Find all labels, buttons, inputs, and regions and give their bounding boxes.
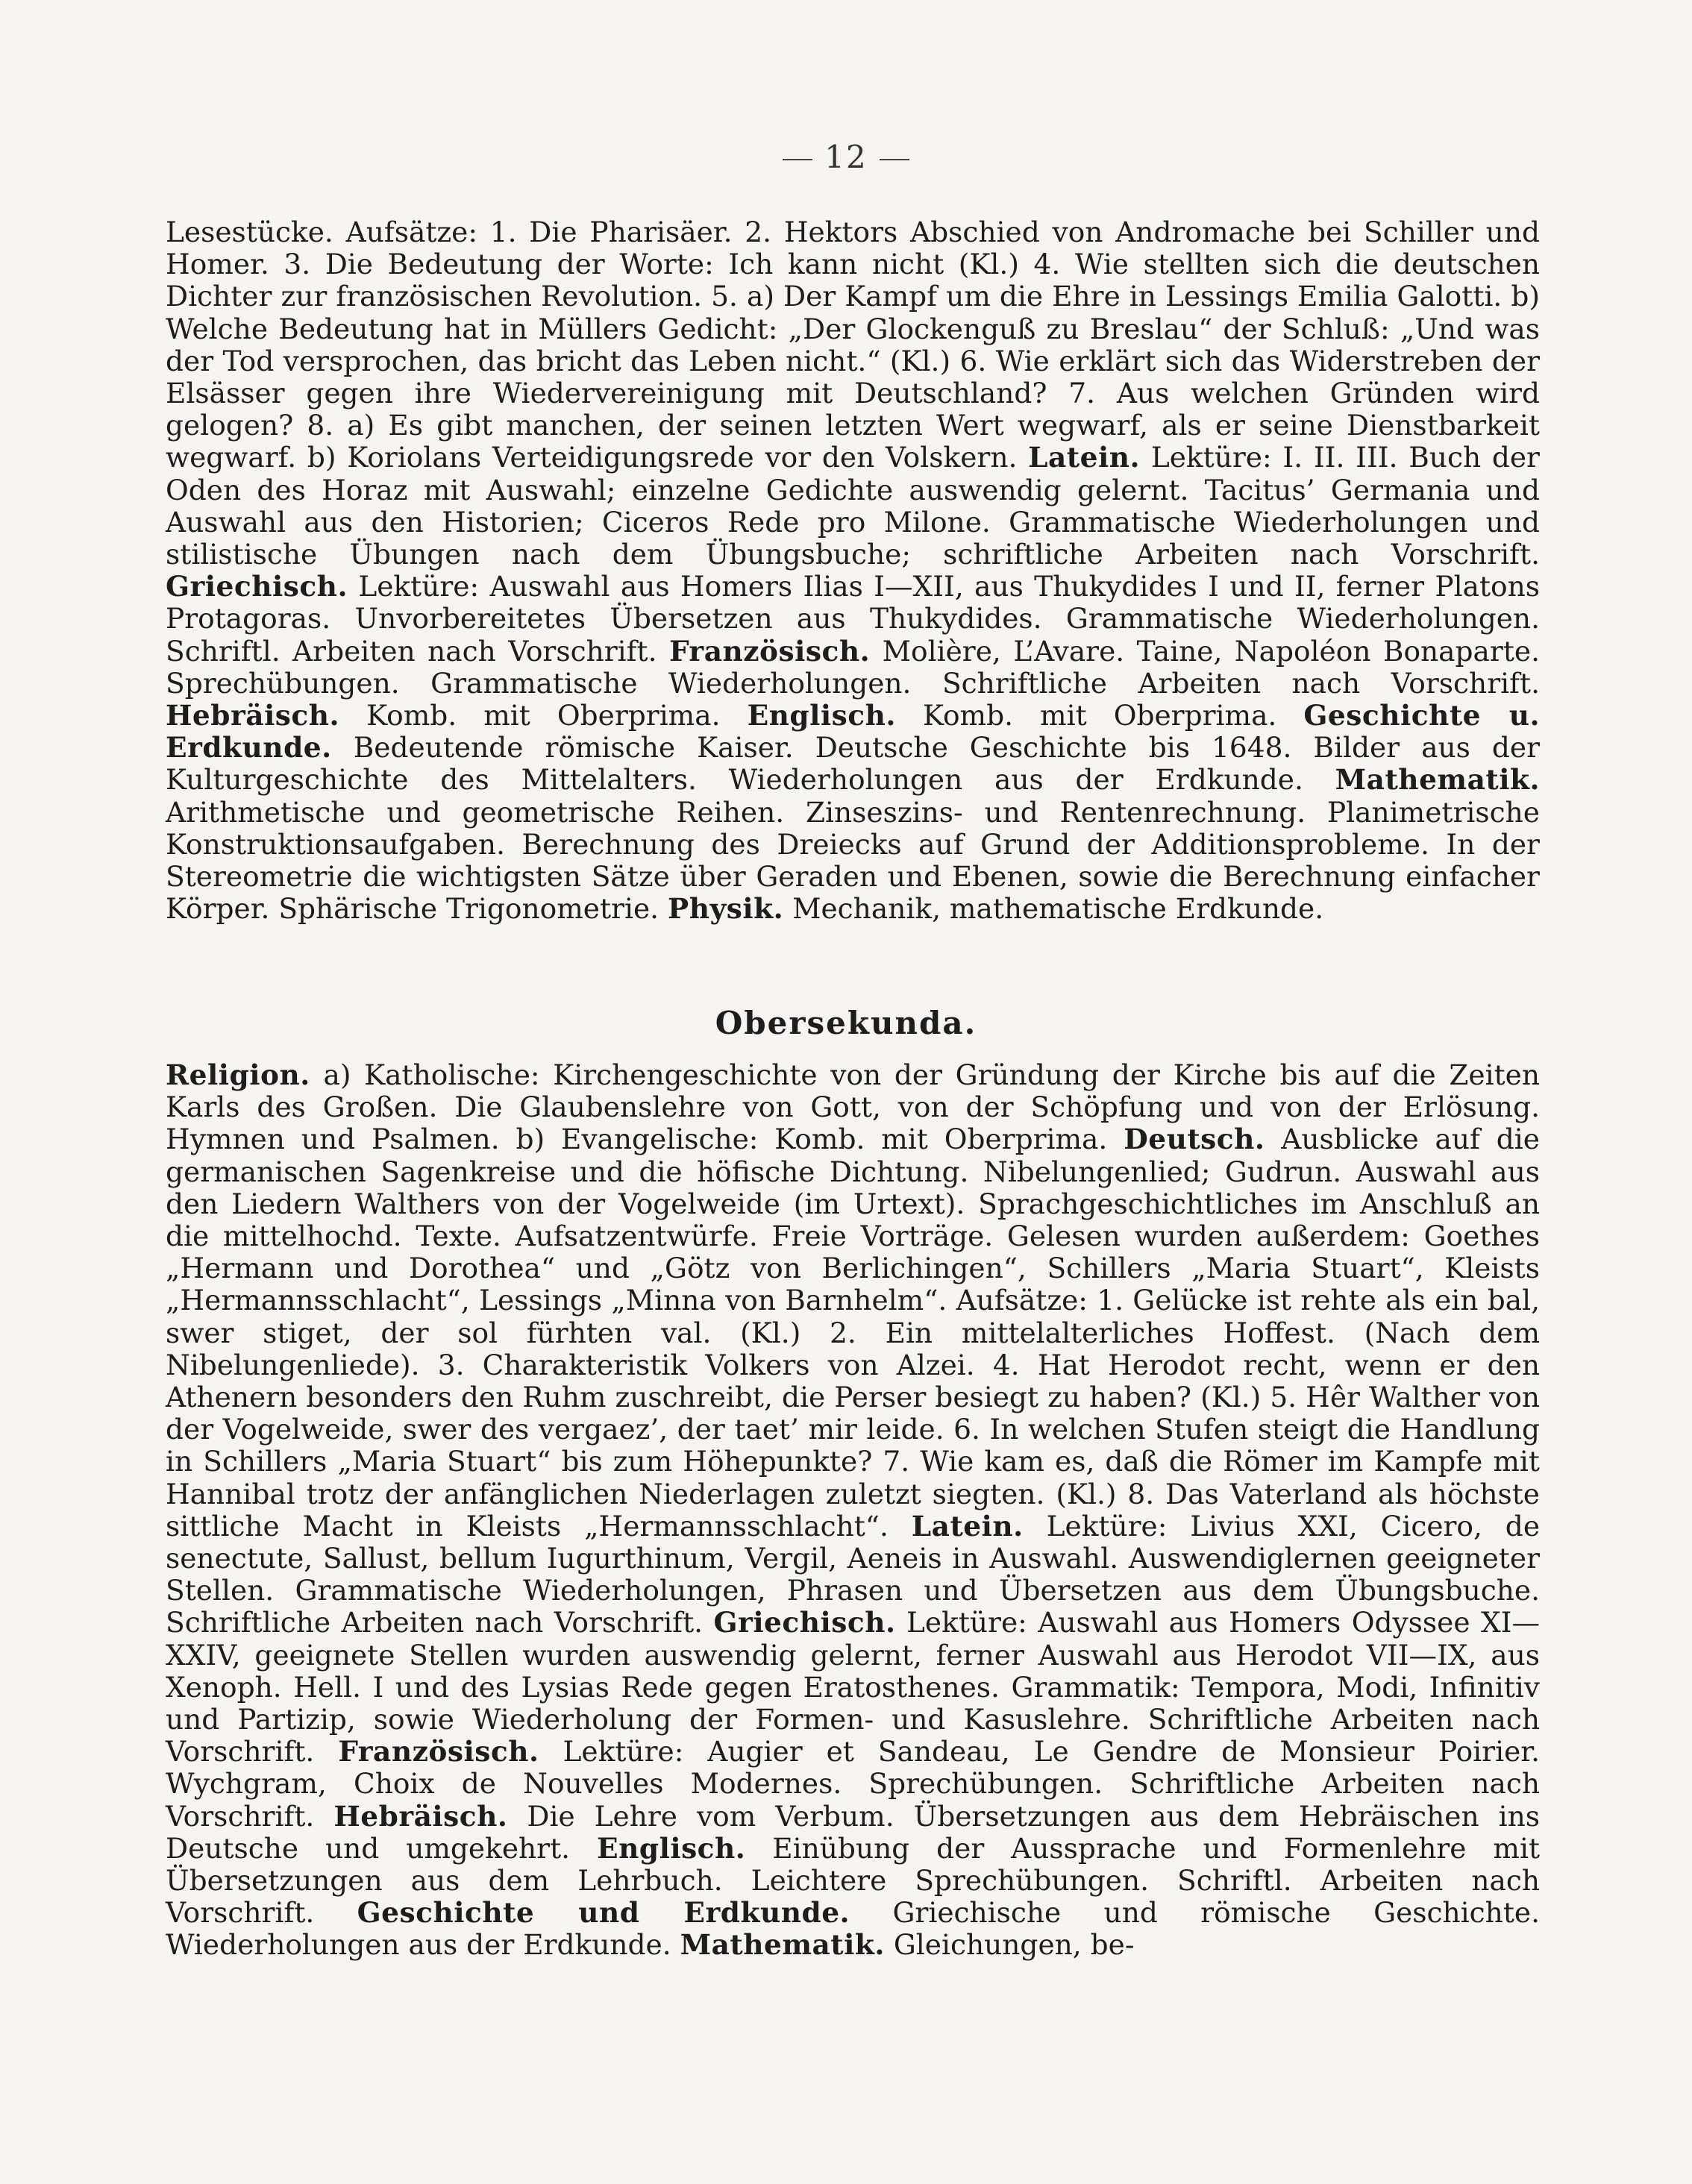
page-number-dash-left bbox=[783, 159, 812, 160]
section-heading-obersekunda: Obersekunda. bbox=[715, 1005, 977, 1041]
unterprima-text bbox=[166, 216, 1540, 925]
griechisch-text: Lektüre: Auswahl aus Homers Ilias I—XII, aus Thukydides I und II, ferner Platons Protagoras. Unvorbereitetes Übersetzen aus Thukydides. Grammatische Wiederholungen. Schriftl. Arbeiten nach Vorschrift. bbox=[166, 570, 1540, 668]
subject-deutsch: Deutsch. bbox=[1124, 1123, 1265, 1156]
deutsch-text: Ausblicke auf die germanischen Sagenkreise und die höfische Dichtung. Nibelungenlied; Gudrun. Auswahl aus den Liedern Walthers von der Vogelweide (im Urtext). Sprachgeschichtliches im Anschluß an die mittelhochd. Texte. Aufsatzentwürfe. Freie Vorträge. Gelesen wurden außerdem: Goethes „Hermann und Dorothea“ und „Götz von Berlichingen“, Schillers „Maria Stuart“, Kleists „Hermannsschlacht“, Lessings „Minna von Barnhelm“. Aufsätze: 1. Gelücke ist rehte als ein bal, swer stiget, der sol fürhten val. (Kl.) 2. Ein mittelalterliches Hoffest. (Nach dem Nibelungenliede). 3. Charakteristik Volkers von Alzei. 4. Hat Herodot recht, wenn er den Athenern besonders den Ruhm zuschreibt, die Perser besiegt zu haben? (Kl.) 5. Hêr Walther von der Vogelweide, swer des vergaez’, der taet’ mir leide. 6. In welchen Stufen steigt die Handlung in Schillers „Maria Stuart“ bis zum Höhepunkte? 7. Wie kam es, daß die Römer im Kampfe mit Hannibal trotz der anfänglichen Niederlagen zuletzt siegten. (Kl.) 8. Das Vaterland als höchste sittliche Macht in Kleists „Hermannsschlacht“. bbox=[166, 1123, 1540, 1543]
englisch-text: Komb. mit Oberprima. bbox=[922, 699, 1277, 732]
subject-latein: Latein. bbox=[1028, 441, 1141, 474]
subject-physik: Physik. bbox=[668, 892, 784, 926]
physik-text: Mechanik, mathematische Erdkunde. bbox=[792, 892, 1324, 926]
subject-englisch: Englisch. bbox=[597, 1831, 746, 1865]
obersekunda-text bbox=[166, 1059, 1540, 1962]
page-number-value: 12 bbox=[824, 139, 868, 175]
subject-hebraeisch: Hebräisch. bbox=[333, 1799, 508, 1833]
subject-geschichte-erdkunde: Geschichte und Erdkunde. bbox=[357, 1896, 850, 1930]
religion-text: a) Katholische: Kirchengeschichte von der Gründung der Kirche bis auf die Zeiten Karls des Großen. Die Glaubenslehre von Gott, von der Schöpfung und von der Erlösung. Hymnen und Psalmen. b) Evangelische: Komb. mit Oberprima. bbox=[166, 1058, 1540, 1156]
subject-mathematik: Mathematik. bbox=[680, 1928, 885, 1962]
subject-geschichte-erdkunde: Geschichte u. Erdkunde. bbox=[166, 699, 1541, 765]
englisch-text: Einübung der Aussprache und Formenlehre mit Übersetzungen aus dem Lehrbuch. Leichtere Sprechübungen. Schriftl. Arbeiten nach Vorschrift. bbox=[166, 1831, 1541, 1930]
subject-hebraeisch: Hebräisch. bbox=[166, 699, 340, 732]
griechisch-text: Lektüre: Auswahl aus Homers Odyssee XI—XXIV, geeignete Stellen wurden auswendig gelernt, ferner Auswahl aus Herodot VII—IX, aus Xenoph. Hell. I und des Lysias Rede gegen Eratosthenes. Grammatik: Tempora, Modi, Infinitiv und Partizip, sowie Wiederholung der Formen- und Kasuslehre. Schriftliche Arbeiten nach Vorschrift. bbox=[166, 1606, 1540, 1769]
latein-text: Lektüre: I. II. III. Buch der Oden des Horaz mit Auswahl; einzelne Gedichte auswendig gelernt. Tacitus’ Germania und Auswahl aus den Historien; Ciceros Rede pro Milone. Grammatische Wiederholungen und stilistische Übungen nach dem Übungsbuche; schriftliche Arbeiten nach Vorschrift. bbox=[166, 441, 1540, 571]
hebraeisch-text: Die Lehre vom Verbum. Übersetzungen aus dem Hebräischen ins Deutsche und umgekehrt. bbox=[166, 1799, 1541, 1865]
subject-mathematik: Mathematik. bbox=[1335, 763, 1541, 797]
subject-franzoesisch: Französisch. bbox=[668, 634, 871, 668]
mathematik-text: Gleichungen, be- bbox=[893, 1928, 1135, 1962]
franzoesisch-text: Molière, L’Avare. Taine, Napoléon Bonaparte. Sprechübungen. Grammatische Wiederholungen. Schriftliche Arbeiten nach Vorschrift. bbox=[166, 634, 1541, 700]
subject-religion: Religion. bbox=[166, 1058, 310, 1091]
mathematik-text: Arithmetische und geometrische Reihen. Zinseszins- und Rentenrechnung. Planimetrische Konstruktionsaufgaben. Berechnung des Dreiecks auf Grund der Additionsprobleme. In der Stereometrie die wichtigsten Sätze über Geraden und Ebenen, sowie die Berechnung einfacher Körper. Sphärische Trigonometrie. bbox=[166, 795, 1540, 926]
subject-latein: Latein. bbox=[911, 1509, 1024, 1543]
latein-text: Lektüre: Livius XXI, Cicero, de senectute, Sallust, bellum Iugurthinum, Vergil, Aeneis in Auswahl. Auswendiglernen geeigneter Stellen. Grammatische Wiederholungen, Phrasen und Übersetzen aus dem Übungsbuche. Schriftliche Arbeiten nach Vorschrift. bbox=[166, 1509, 1541, 1639]
page-number-dash-right bbox=[880, 159, 909, 160]
subject-franzoesisch: Französisch. bbox=[338, 1735, 539, 1769]
subject-griechisch: Griechisch. bbox=[166, 570, 348, 603]
subject-englisch: Englisch. bbox=[747, 699, 896, 732]
hebraeisch-text: Komb. mit Oberprima. bbox=[366, 699, 721, 732]
geschichte-text: Griechische und römische Geschichte. Wiederholungen aus der Erdkunde. bbox=[166, 1896, 1540, 1962]
subject-griechisch: Griechisch. bbox=[713, 1606, 896, 1639]
geschichte-text: Bedeutende römische Kaiser. Deutsche Geschichte bis 1648. Bilder aus der Kulturgeschichte des Mittelalters. Wiederholungen aus der Erdkunde. bbox=[166, 731, 1540, 797]
franzoesisch-text: Lektüre: Augier et Sandeau, Le Gendre de Monsieur Poirier. Wychgram, Choix de Nouvelles Modernes. Sprechübungen. Schriftliche Arbeiten nach Vorschrift. bbox=[166, 1735, 1541, 1833]
page-number bbox=[0, 139, 1692, 175]
lesestuecke-aufsaetze: Lesestücke. Aufsätze: 1. Die Pharisäer. 2. Hektors Abschied von Andromache bei Schiller und Homer. 3. Die Bedeutung der Worte: Ich kann nicht (Kl.) 4. Wie stellten sich die deutschen Dichter zur französischen Revolution. 5. a) Der Kampf um die Ehre in Lessings Emilia Galotti. b) Welche Bedeutung hat in Müllers Gedicht: „Der Glockenguß zu Breslau“ der Schluß: „Und was der Tod versprochen, das bricht das Leben nicht.“ (Kl.) 6. Wie erklärt sich das Widerstreben der Elsässer gegen ihre Wiedervereinigung mit Deutschland? 7. Aus welchen Gründen wird gelogen? 8. a) Es gibt manchen, der seinen letzten Wert wegwarf, als er seine Dienstbarkeit wegwarf. b) Koriolans Verteidigungsrede vor den Volskern. bbox=[166, 216, 1540, 474]
